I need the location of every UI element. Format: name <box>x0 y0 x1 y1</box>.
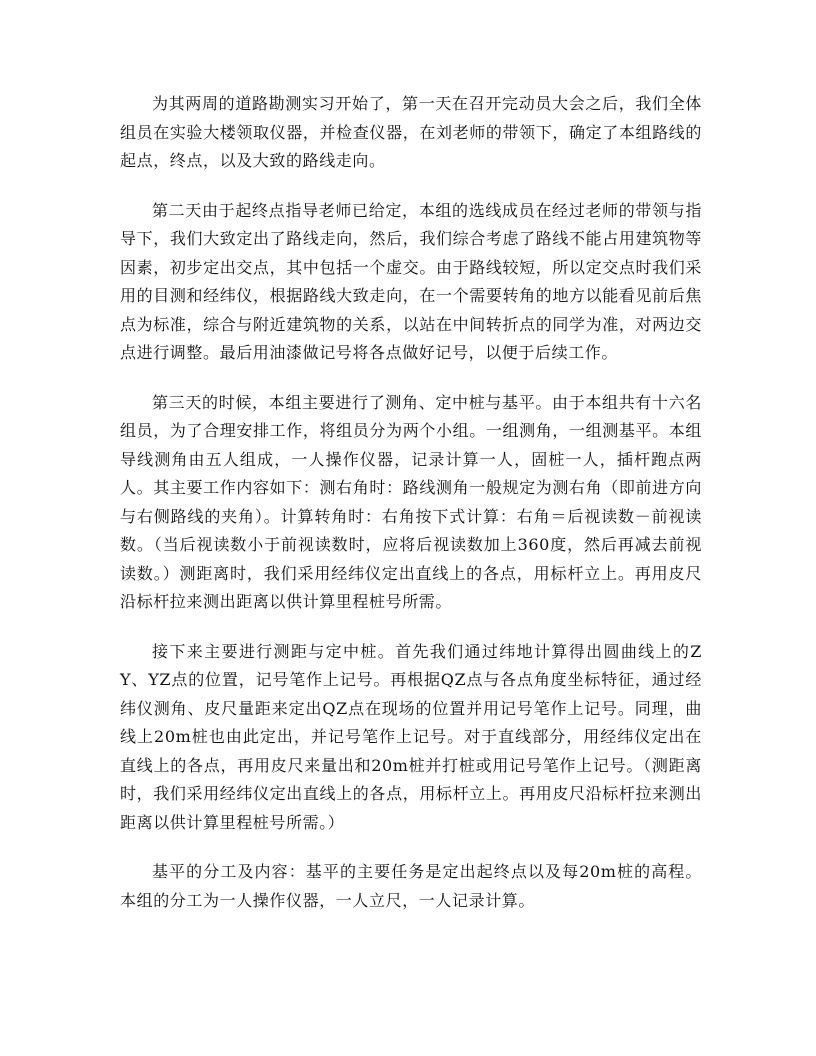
document-body <box>120 90 702 936</box>
paragraph-3: 第三天的时候，本组主要进行了测角、定中桩与基平。由于本组共有十六名组员，为了合理安排工作，将组员分为两个小组。一组测角，一组测基平。本组导线测角由五人组成，一人操作仪器，记录计算一人，固桩一人，插杆跑点两人。其主要工作内容如下：测右角时：路线测角一般规定为测右角（即前进方向与右侧路线的夹角）。计算转角时：右角按下式计算：右角＝后视读数－前视读数。（当后视读数小于前视读数时，应将后视读数加上360度，然后再减去前视读数。）测距离时，我们采用经纬仪定出直线上的各点，用标杆立上。再用皮尺沿标杆拉来测出距离以供计算里程桩号所需。 <box>120 392 702 611</box>
paragraph-2: 第二天由于起终点指导老师已给定，本组的选线成员在经过老师的带领与指导下，我们大致定出了路线走向，然后，我们综合考虑了路线不能占用建筑物等因素，初步定出交点，其中包括一个虚交。由于路线较短，所以定交点时我们采用的目测和经纬仪，根据路线大致走向，在一个需要转角的地方以能看见前后焦点为标准，综合与附近建筑物的关系，以站在中间转折点的同学为准，对两边交点进行调整。最后用油漆做记号将各点做好记号，以便于后续工作。 <box>120 200 702 362</box>
paragraph-1: 为其两周的道路勘测实习开始了，第一天在召开完动员大会之后，我们全体组员在实验大楼领取仪器，并检查仪器，在刘老师的带领下，确定了本组路线的起点，终点，以及大致的路线走向。 <box>120 94 702 170</box>
paragraph-5: 基平的分工及内容：基平的主要任务是定出起终点以及每20m桩的高程。本组的分工为一人操作仪器，一人立尺，一人记录计算。 <box>120 862 702 910</box>
paragraph-4: 接下来主要进行测距与定中桩。首先我们通过纬地计算得出圆曲线上的ZY、YZ点的位置，记号笔作上记号。再根据QZ点与各点角度坐标特征，通过经纬仪测角、皮尺量距来定出QZ点在现场的位置并用记号笔作上记号。同理，曲线上20m桩也由此定出，并记号笔作上记号。对于直线部分，用经纬仪定出在直线上的各点，再用皮尺来量出和20m桩并打桩或用记号笔作上记号。（测距离时，我们采用经纬仪定出直线上的各点，用标杆立上。再用皮尺沿标杆拉来测出距离以供计算里程桩号所需。） <box>120 641 702 832</box>
